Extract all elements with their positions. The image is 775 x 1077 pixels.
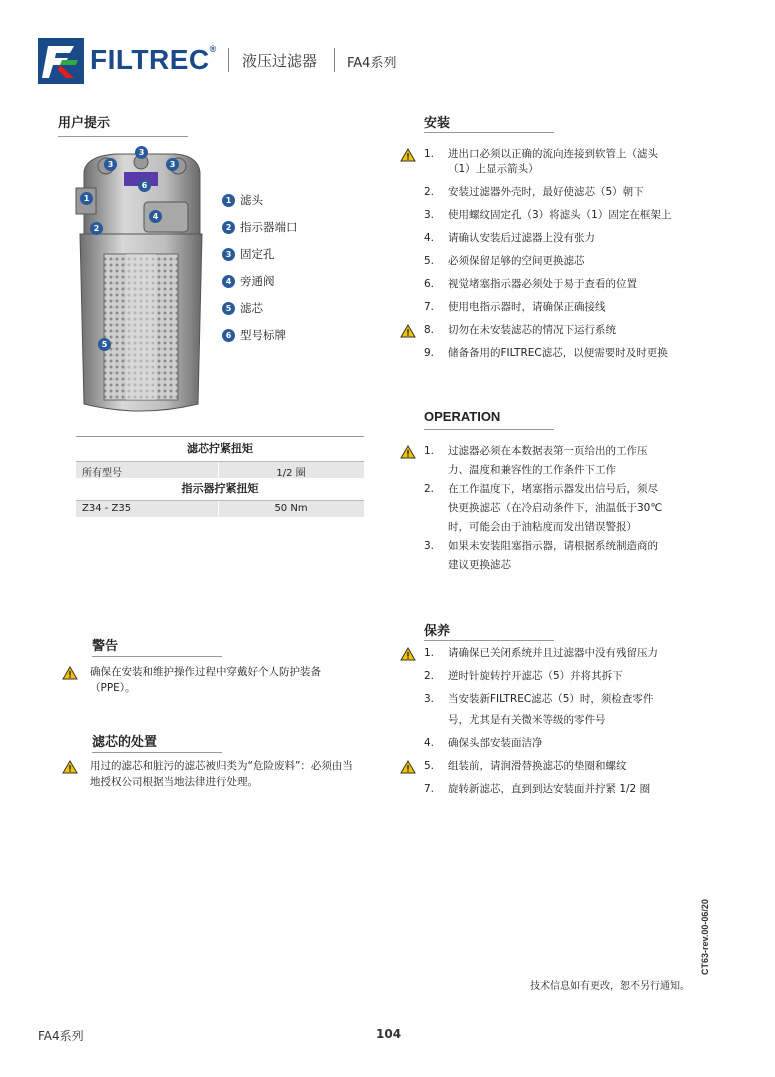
- legend-number: 3: [222, 248, 235, 261]
- list-number: 6.: [424, 278, 435, 290]
- callout-badge: 5: [98, 338, 111, 351]
- list-text: 请确保已关闭系统并且过滤器中没有残留压力: [448, 647, 658, 659]
- legend-item: [222, 300, 382, 327]
- list-text: 使用电指示器时，请确保正确接线: [448, 301, 606, 313]
- callout-badge: 4: [149, 210, 162, 223]
- legend-number: 6: [222, 329, 235, 342]
- table-cell: Z34 - Z35: [82, 503, 132, 514]
- table-heading: 滤芯拧紧扭矩: [187, 442, 253, 455]
- table-row: [76, 500, 364, 517]
- legend-label: 指示器端口: [240, 220, 298, 234]
- list-text: 过滤器必须在本数据表第一页给出的工作压: [448, 445, 648, 457]
- list-text: 力、温度和兼容性的工作条件下工作: [448, 464, 616, 476]
- brand-logo-mark: [38, 38, 84, 84]
- legend-number: 4: [222, 275, 235, 288]
- section-title-install: 安装: [424, 116, 451, 131]
- section-title-maintenance: 保养: [424, 624, 451, 639]
- section-rule: [92, 656, 222, 657]
- list-item: [400, 645, 700, 666]
- warning-icon: [400, 324, 416, 338]
- header-series: FA4系列: [347, 56, 397, 71]
- warning-text: 确保在安装和维护操作过程中穿戴好个人防护装备（PPE）。: [90, 666, 321, 694]
- callout-badge: 6: [138, 179, 151, 192]
- table-row: [76, 461, 364, 478]
- list-number: 8.: [424, 324, 435, 336]
- list-item: [400, 668, 700, 689]
- filtrec-logo-icon: [38, 38, 84, 84]
- list-text: 如果未安装阻塞指示器，请根据系统制造商的: [448, 540, 658, 552]
- list-item: [400, 781, 700, 802]
- list-item: [400, 207, 700, 222]
- list-item: [400, 345, 700, 360]
- list-item: [400, 299, 700, 314]
- list-number: 7.: [424, 783, 435, 795]
- document-code: CT63-rev.00-06/20: [700, 899, 710, 975]
- callout-badge: 3: [135, 146, 148, 159]
- list-text: 切勿在未安装滤芯的情况下运行系统: [448, 324, 616, 336]
- legend-item: [222, 192, 382, 219]
- table-cell: 1/2 圈: [276, 468, 306, 479]
- list-number: 3.: [424, 693, 435, 705]
- header-divider: [334, 48, 335, 72]
- list-text: 使用螺纹固定孔（3）将滤头（1）固定在框架上: [448, 209, 672, 221]
- list-text: 逆时针旋转拧开滤芯（5）并将其拆下: [448, 670, 623, 682]
- warning-icon: [400, 647, 416, 661]
- list-text: 储备备用的FILTREC滤芯，以便需要时及时更换: [448, 347, 668, 359]
- section-rule: [424, 429, 554, 430]
- callout-badge: 3: [104, 158, 117, 171]
- legend-label: 旁通阀: [240, 274, 275, 288]
- list-text: 视觉堵塞指示器必须处于易于查看的位置: [448, 278, 637, 290]
- list-item: [400, 443, 700, 481]
- list-text: 时，可能会由于油粘度而发出错误警报）: [448, 521, 637, 533]
- list-number: 1.: [424, 647, 435, 659]
- list-number: 3.: [424, 209, 435, 221]
- table-cell: 所有型号: [82, 468, 122, 479]
- section-title-disposal: 滤芯的处置: [92, 735, 158, 750]
- list-text: 确保头部安装面洁净: [448, 737, 543, 749]
- list-item: [400, 253, 700, 268]
- warning-icon: [400, 760, 416, 774]
- list-text: 安装过滤器外壳时，最好使滤芯（5）朝下: [448, 186, 644, 198]
- list-item: [400, 322, 700, 337]
- legend-number: 5: [222, 302, 235, 315]
- list-item: [400, 184, 700, 199]
- legend-number: 1: [222, 194, 235, 207]
- list-text: 必须保留足够的空间更换滤芯: [448, 255, 585, 267]
- brand-name: FILTREC®: [90, 44, 217, 75]
- legend-item: [222, 219, 382, 246]
- list-text: （1）上显示箭头）: [448, 163, 539, 175]
- list-item: [400, 758, 700, 779]
- parts-legend: [222, 192, 382, 354]
- legend-item: [222, 327, 382, 354]
- header-title: 液压过滤器: [242, 52, 318, 70]
- section-rule: [424, 132, 554, 133]
- list-number: 1.: [424, 148, 435, 160]
- disposal-text: 用过的滤芯和脏污的滤芯被归类为“危险废料”：必须由当地授权公司根据当地法律进行处理。: [90, 760, 353, 788]
- warning-icon: [400, 148, 416, 162]
- legend-item: [222, 246, 382, 273]
- list-text: 建议更换滤芯: [448, 559, 511, 571]
- page-number: 104: [376, 1027, 402, 1041]
- section-rule: [424, 640, 554, 641]
- list-text: 在工作温度下，堵塞指示器发出信号后，须尽: [448, 483, 658, 495]
- list-item: [400, 146, 700, 176]
- change-notice: 技术信息如有更改，恕不另行通知。: [530, 981, 690, 992]
- section-title-operation: OPERATION: [424, 409, 501, 424]
- legend-number: 2: [222, 221, 235, 234]
- list-item: [400, 735, 700, 756]
- list-text: 组装前，请润滑替换滤芯的垫圈和螺纹: [448, 760, 627, 772]
- list-item: [400, 276, 700, 291]
- table-cell: 50 Nm: [274, 503, 308, 514]
- list-number: 9.: [424, 347, 435, 359]
- legend-label: 滤芯: [240, 301, 263, 315]
- callout-badge: 3: [166, 158, 179, 171]
- header-divider: [228, 48, 229, 72]
- list-number: 4.: [424, 232, 435, 244]
- legend-label: 型号标牌: [240, 328, 286, 342]
- list-number: 5.: [424, 760, 435, 772]
- list-number: 3.: [424, 540, 435, 552]
- legend-label: 滤头: [240, 193, 263, 207]
- warning-icon: [400, 445, 416, 459]
- section-title-warning: 警告: [92, 639, 119, 654]
- warning-icon: [62, 760, 78, 774]
- list-text: 请确认安装后过滤器上没有张力: [448, 232, 595, 244]
- list-number: 2.: [424, 670, 435, 682]
- list-text: 旋转新滤芯，直到到达安装面并拧紧 1/2 圈: [448, 783, 651, 795]
- list-number: 1.: [424, 445, 435, 457]
- list-item: [400, 230, 700, 245]
- legend-item: [222, 273, 382, 300]
- list-item: [400, 691, 700, 733]
- list-item: [400, 538, 700, 576]
- list-number: 5.: [424, 255, 435, 267]
- legend-label: 固定孔: [240, 247, 275, 261]
- section-title-hints: 用户提示: [58, 116, 111, 131]
- list-number: 2.: [424, 483, 435, 495]
- section-rule: [92, 752, 222, 753]
- table-heading: 指示器拧紧扭矩: [181, 482, 259, 495]
- filter-illustration: [66, 142, 216, 422]
- callout-badge: 1: [80, 192, 93, 205]
- list-text: 号，尤其是有关微米等级的零件号: [448, 714, 606, 726]
- list-number: 2.: [424, 186, 435, 198]
- callout-badge: 2: [90, 222, 103, 235]
- list-number: 4.: [424, 737, 435, 749]
- list-item: [400, 481, 700, 538]
- section-rule: [58, 136, 188, 137]
- list-text: 快更换滤芯（在冷启动条件下，油温低于30℃: [448, 502, 663, 514]
- warning-icon: [62, 666, 78, 680]
- list-text: 进出口必须以正确的流向连接到软管上（滤头: [448, 148, 658, 160]
- list-text: 当安装新FILTREC滤芯（5）时，须检查零件: [448, 693, 654, 705]
- footer-series: FA4系列: [38, 1029, 84, 1043]
- list-number: 7.: [424, 301, 435, 313]
- torque-table: [76, 436, 364, 517]
